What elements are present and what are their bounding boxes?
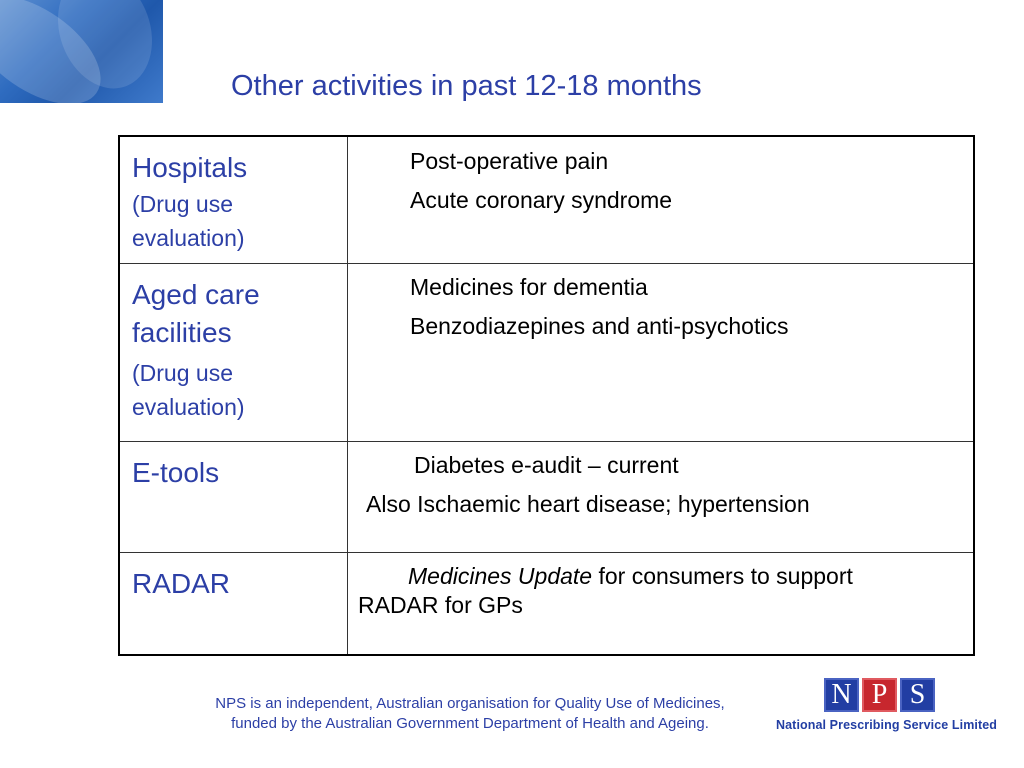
category-sublabel: (Drug use evaluation) xyxy=(132,191,245,251)
nps-logo xyxy=(776,678,998,738)
description-cell xyxy=(348,552,975,655)
description-cell xyxy=(348,136,975,263)
logo-letter-s: S xyxy=(900,678,935,712)
category-cell xyxy=(119,552,348,655)
table-row xyxy=(119,263,974,441)
category-cell xyxy=(119,263,348,441)
footer-line: funded by the Australian Government Department of Health and Ageing. xyxy=(231,715,709,732)
activity-item: RADAR for GPs xyxy=(358,591,523,618)
activity-item: Benzodiazepines and anti-psychotics xyxy=(410,312,789,339)
activity-item: Medicines for dementia xyxy=(410,273,648,300)
category-cell xyxy=(119,136,348,263)
category-sublabel: (Drug use evaluation) xyxy=(132,359,245,420)
footer-line: NPS is an independent, Australian organisation for Quality Use of Medicines, xyxy=(215,695,725,712)
category-label: E-tools xyxy=(132,456,220,488)
slide-title: Other activities in past 12-18 months xyxy=(231,70,702,102)
publication-title: Medicines Update xyxy=(408,562,593,589)
corner-decoration xyxy=(0,0,163,103)
description-cell xyxy=(348,441,975,552)
activity-item: Also Ischaemic heart disease; hypertension xyxy=(366,490,810,517)
logo-letter-p: P xyxy=(862,678,897,712)
activity-item: Post-operative pain xyxy=(410,148,609,174)
table-row xyxy=(119,441,974,552)
table-row xyxy=(119,552,974,655)
footer-disclaimer xyxy=(170,694,770,734)
activity-item: Acute coronary syndrome xyxy=(410,187,673,213)
logo-letter-n: N xyxy=(824,678,859,712)
activities-table xyxy=(118,135,975,656)
activity-item-rest: for consumers to support xyxy=(592,562,853,589)
table-row xyxy=(119,136,974,263)
category-cell xyxy=(119,441,348,552)
logo-letters xyxy=(824,678,991,712)
category-label: Hospitals xyxy=(132,152,248,183)
activity-item: Diabetes e-audit – current xyxy=(414,451,679,478)
category-label: RADAR xyxy=(132,567,231,599)
description-cell xyxy=(348,263,975,441)
category-label: Aged care facilities xyxy=(132,278,260,348)
activity-item xyxy=(348,563,973,590)
logo-name: National Prescribing Service Limited xyxy=(776,718,998,732)
